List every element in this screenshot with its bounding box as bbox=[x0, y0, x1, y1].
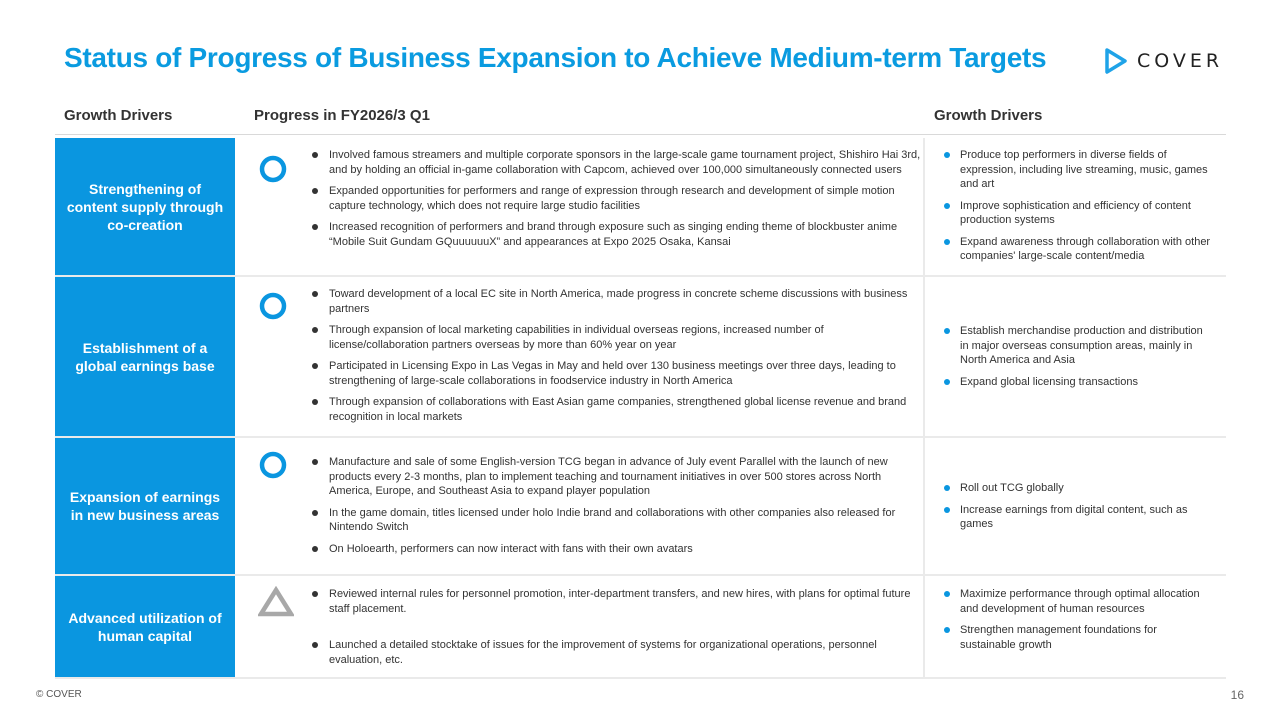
header-divider bbox=[55, 134, 1226, 135]
growth-driver-item: Establish merchandise production and distribution in major overseas consumption areas, mainly in North America and Asia bbox=[943, 324, 1213, 368]
page-number: 16 bbox=[1230, 688, 1244, 702]
copyright-text: © COVER bbox=[36, 689, 82, 700]
progress-list bbox=[312, 455, 922, 563]
growth-driver-cell: Expansion of earnings in new business areas bbox=[55, 438, 235, 574]
column-header-growth-drivers-2: Growth Drivers bbox=[934, 107, 1043, 124]
progress-list bbox=[312, 148, 922, 256]
progress-list bbox=[312, 587, 922, 674]
progress-item: Expanded opportunities for performers and range of expression through research and development of simple motion capture technology, which does not require large studio facilities bbox=[312, 184, 922, 213]
growth-driver-item: Expand awareness through collaboration with other companies' large-scale content/media bbox=[943, 235, 1213, 264]
column-divider bbox=[923, 277, 925, 436]
growth-driver-cell: Strengthening of content supply through co-creation bbox=[55, 138, 235, 275]
company-logo bbox=[1104, 47, 1223, 75]
column-header-progress: Progress in FY2026/3 Q1 bbox=[254, 107, 430, 124]
progress-item: Launched a detailed stocktake of issues for the improvement of systems for organizational operations, personnel evaluation, etc. bbox=[312, 638, 922, 667]
growth-driver-list bbox=[943, 587, 1213, 659]
progress-item: Participated in Licensing Expo in Las Vegas in May and held over 130 business meetings over three days, leading to strengthening of large-scale collaborations in foodservice industry in North America bbox=[312, 359, 922, 388]
circle-mark-icon bbox=[258, 450, 288, 480]
triangle-mark-icon bbox=[258, 586, 294, 618]
growth-driver-item: Improve sophistication and efficiency of content production systems bbox=[943, 199, 1213, 228]
growth-driver-list bbox=[943, 148, 1213, 271]
table-row bbox=[55, 138, 1226, 277]
page-title: Status of Progress of Business Expansion to Achieve Medium-term Targets bbox=[64, 42, 1047, 73]
growth-driver-list bbox=[943, 324, 1213, 396]
table-row bbox=[55, 438, 1226, 576]
logo-text: COVER bbox=[1137, 50, 1224, 72]
progress-item: Reviewed internal rules for personnel promotion, inter-department transfers, and new hires, with plans for optimal future staff placement. bbox=[312, 587, 922, 616]
growth-driver-cell: Establishment of a global earnings base bbox=[55, 277, 235, 436]
progress-item: Increased recognition of performers and brand through exposure such as singing ending theme of blockbuster anime “Mobile Suit Gundam GQuuuuuuX” and appearances at Expo 2025 Osaka, Kansai bbox=[312, 220, 922, 249]
circle-mark-icon bbox=[258, 154, 288, 184]
cover-logo-triangle-icon bbox=[1104, 47, 1128, 75]
table-row bbox=[55, 277, 1226, 438]
column-header-growth-drivers: Growth Drivers bbox=[64, 107, 173, 124]
growth-driver-item: Expand global licensing transactions bbox=[943, 375, 1213, 390]
circle-mark-icon bbox=[258, 291, 288, 321]
progress-item: Manufacture and sale of some English-version TCG began in advance of July event Parallel with the launch of new products every 2-3 months, plan to implement teaching and tournament initiatives in over 500 stores across North America, Europe, and Southeast Asia to expand player population bbox=[312, 455, 922, 499]
growth-driver-list bbox=[943, 481, 1213, 539]
table-row bbox=[55, 576, 1226, 679]
growth-driver-item: Increase earnings from digital content, such as games bbox=[943, 503, 1213, 532]
progress-list bbox=[312, 287, 922, 431]
column-divider bbox=[923, 438, 925, 574]
progress-item: In the game domain, titles licensed under holo Indie brand and collaborations with other companies also released for Nintendo Switch bbox=[312, 506, 922, 535]
column-divider bbox=[923, 138, 925, 275]
growth-driver-cell: Advanced utilization of human capital bbox=[55, 576, 235, 677]
progress-item: On Holoearth, performers can now interact with fans with their own avatars bbox=[312, 542, 922, 557]
growth-driver-item: Roll out TCG globally bbox=[943, 481, 1213, 496]
progress-item: Through expansion of local marketing capabilities in individual overseas regions, increased number of license/collaboration partners overseas by more than 60% year on year bbox=[312, 323, 922, 352]
row-divider bbox=[55, 677, 1226, 679]
growth-driver-item: Produce top performers in diverse fields of expression, including live streaming, music, games and art bbox=[943, 148, 1213, 192]
progress-item: Toward development of a local EC site in North America, made progress in concrete scheme discussions with business partners bbox=[312, 287, 922, 316]
progress-item: Through expansion of collaborations with East Asian game companies, strengthened global license revenue and brand recognition in local markets bbox=[312, 395, 922, 424]
growth-driver-item: Strengthen management foundations for sustainable growth bbox=[943, 623, 1213, 652]
column-divider bbox=[923, 576, 925, 677]
progress-item: Involved famous streamers and multiple corporate sponsors in the large-scale game tournament project, Shishiro Hai 3rd, and by holding an official in-game collaboration with Capcom, achieved over 100,000 simultaneously connected users bbox=[312, 148, 922, 177]
growth-driver-item: Maximize performance through optimal allocation and development of human resources bbox=[943, 587, 1213, 616]
